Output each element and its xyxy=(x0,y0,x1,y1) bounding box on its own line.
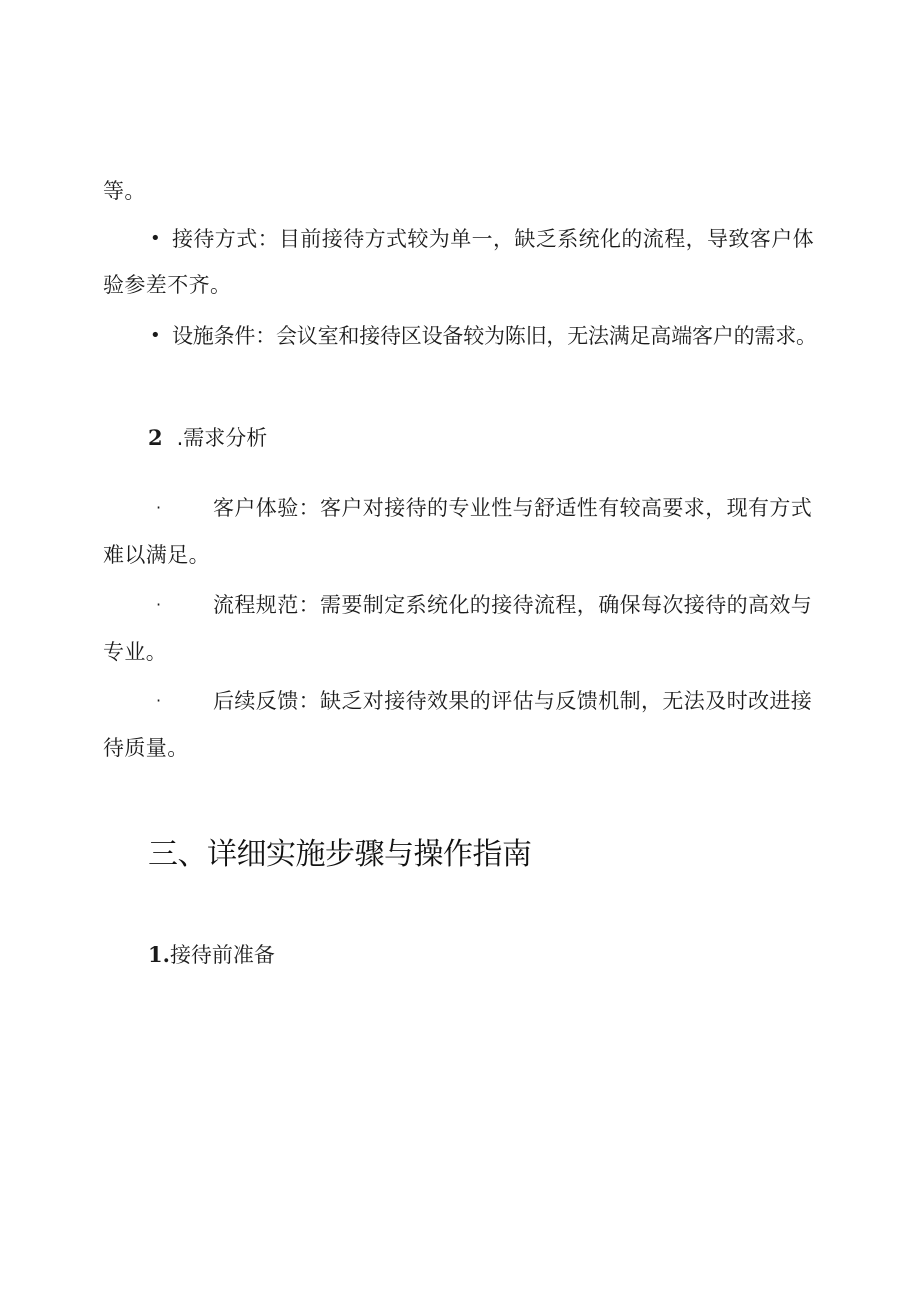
list-item-text: 设施条件：会议室和接待区设备较为陈旧，无法满足高端客户的需求。 xyxy=(172,324,817,348)
list-item-text: 后续反馈：缺乏对接待效果的评估与反馈机制，无法及时改进接 xyxy=(213,689,813,713)
bullet-dot: • xyxy=(150,325,161,346)
list-item-text: 客户体验：客户对接待的专业性与舒适性有较高要求，现有方式 xyxy=(213,496,813,520)
list-item-text-cont: 专业。 xyxy=(103,640,168,664)
bullet-dot: • xyxy=(150,228,161,249)
subsection-heading: 1.接待前准备 xyxy=(148,942,275,967)
bullet-dot: · xyxy=(156,595,162,614)
list-item-text: 流程规范：需要制定系统化的接待流程，确保每次接待的高效与 xyxy=(213,593,813,617)
list-item-text-cont: 难以满足。 xyxy=(103,543,210,567)
list-item-text-cont: 待质量。 xyxy=(103,736,189,760)
continuation-text: 等。 xyxy=(103,179,146,203)
list-item-text-cont: 验参差不齐。 xyxy=(103,273,232,297)
chapter-heading: 三、详细实施步骤与操作指南 xyxy=(148,837,532,872)
bullet-dot: · xyxy=(156,691,162,710)
bullet-dot: · xyxy=(156,498,162,517)
list-item-text: 接待方式：目前接待方式较为单一，缺乏系统化的流程，导致客户体 xyxy=(172,227,814,251)
section-heading: 2 .需求分析 xyxy=(148,425,268,450)
